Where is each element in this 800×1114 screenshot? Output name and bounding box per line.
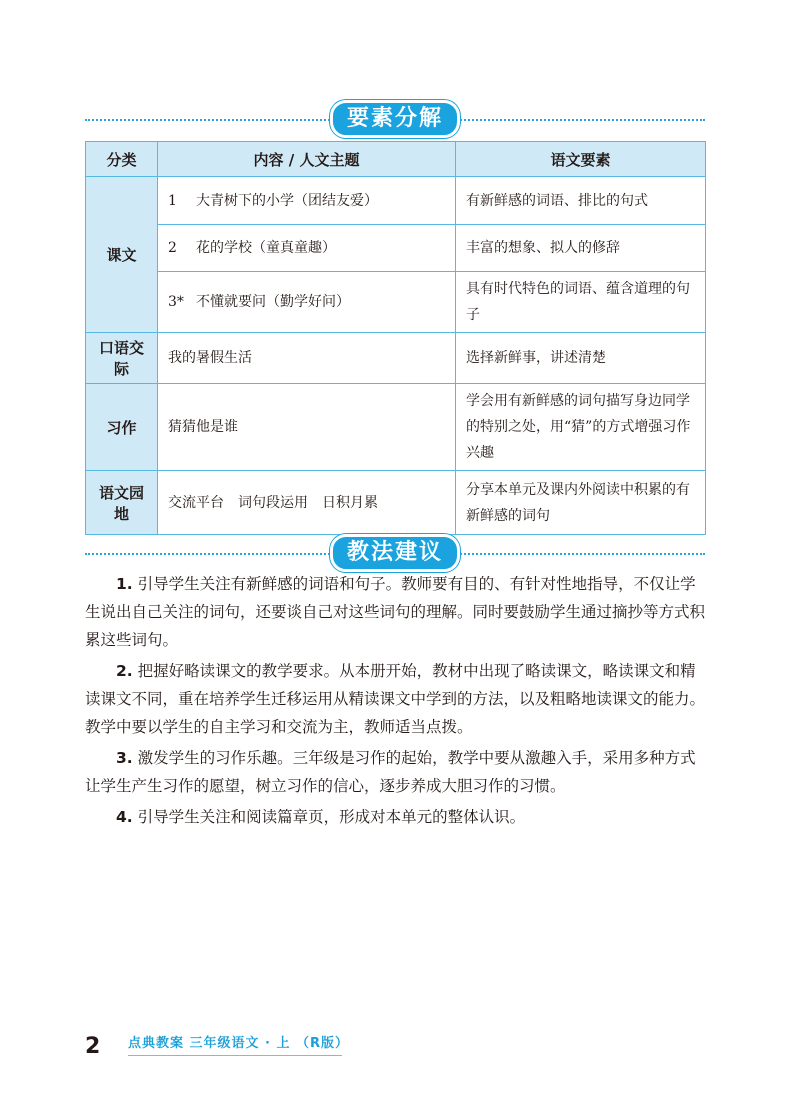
element-cell: 有新鲜感的词语、排比的句式: [456, 177, 706, 225]
category-garden: 语文园地: [86, 471, 158, 535]
suggestion-number: 3.: [116, 749, 133, 767]
page-number: 2: [85, 1034, 101, 1059]
suggestion-text: 引导学生关注和阅读篇章页，形成对本单元的整体认识。: [137, 808, 526, 826]
table-row: [86, 272, 706, 333]
teaching-suggestions: [85, 570, 705, 834]
content-cell: [158, 272, 456, 333]
element-cell: 丰富的想象、拟人的修辞: [456, 225, 706, 272]
suggestion-number: 4.: [116, 808, 133, 826]
suggestion-paragraph: [85, 803, 705, 831]
category-kewen: 课文: [86, 177, 158, 333]
suggestion-text: 激发学生的习作乐趣。三年级是习作的起始，教学中要从激趣入手，采用多种方式让学生产生习作的愿望，树立习作的信心，逐步养成大胆习作的习惯。: [85, 749, 696, 795]
table-row: [86, 384, 706, 471]
table-row: [86, 471, 706, 535]
lesson-title: 不懂就要问（勤学好问）: [196, 294, 350, 310]
footer-book-title: 点典教案 三年级语文 · 上 （R版）: [128, 1032, 342, 1056]
content-cell: [158, 225, 456, 272]
element-cell: 分享本单元及课内外阅读中积累的有新鲜感的词句: [456, 471, 706, 535]
section-header-suggestions: [85, 534, 705, 574]
content-cell: 猜猜他是谁: [158, 384, 456, 471]
table-row: [86, 333, 706, 384]
header-content: 内容 / 人文主题: [158, 142, 456, 177]
section-title-suggestions: 教法建议: [330, 534, 460, 572]
lesson-title: 花的学校（童真童趣）: [196, 240, 336, 256]
category-writing: 习作: [86, 384, 158, 471]
suggestion-paragraph: [85, 570, 705, 654]
section-title-elements: 要素分解: [330, 100, 460, 138]
suggestion-paragraph: [85, 744, 705, 800]
lesson-number: 3*: [168, 294, 184, 310]
suggestion-paragraph: [85, 657, 705, 741]
lesson-number: 1: [168, 192, 177, 209]
header-category: 分类: [86, 142, 158, 177]
element-cell: 学会用有新鲜感的词句描写身边同学的特别之处，用“猜”的方式增强习作兴趣: [456, 384, 706, 471]
header-element: 语文要素: [456, 142, 706, 177]
suggestion-number: 2.: [116, 662, 133, 680]
table-row: [86, 177, 706, 225]
table-row: [86, 225, 706, 272]
suggestion-text: 把握好略读课文的教学要求。从本册开始，教材中出现了略读课文，略读课文和精读课文不同，重在培养学生迁移运用从精读课文中学到的方法，以及粗略地读课文的能力。教学中要以学生的自主学习和交流为主，教师适当点拨。: [85, 662, 706, 736]
section-header-elements: [85, 100, 705, 140]
lesson-number: 2: [168, 240, 177, 256]
element-cell: 选择新鲜事，讲述清楚: [456, 333, 706, 384]
lesson-title: 大青树下的小学（团结友爱）: [196, 192, 378, 209]
content-cell: 我的暑假生活: [158, 333, 456, 384]
content-cell: 交流平台 词句段运用 日积月累: [158, 471, 456, 535]
table-header-row: [86, 142, 706, 177]
elements-table: [85, 141, 706, 535]
content-cell: [158, 177, 456, 225]
suggestion-number: 1.: [116, 575, 133, 593]
element-cell: 具有时代特色的词语、蕴含道理的句子: [456, 272, 706, 333]
suggestion-text: 引导学生关注有新鲜感的词语和句子。教师要有目的、有针对性地指导，不仅让学生说出自己关注的词句，还要谈自己对这些词句的理解。同时要鼓励学生通过摘抄等方式积累这些词句。: [85, 575, 706, 649]
category-oral: 口语交际: [86, 333, 158, 384]
